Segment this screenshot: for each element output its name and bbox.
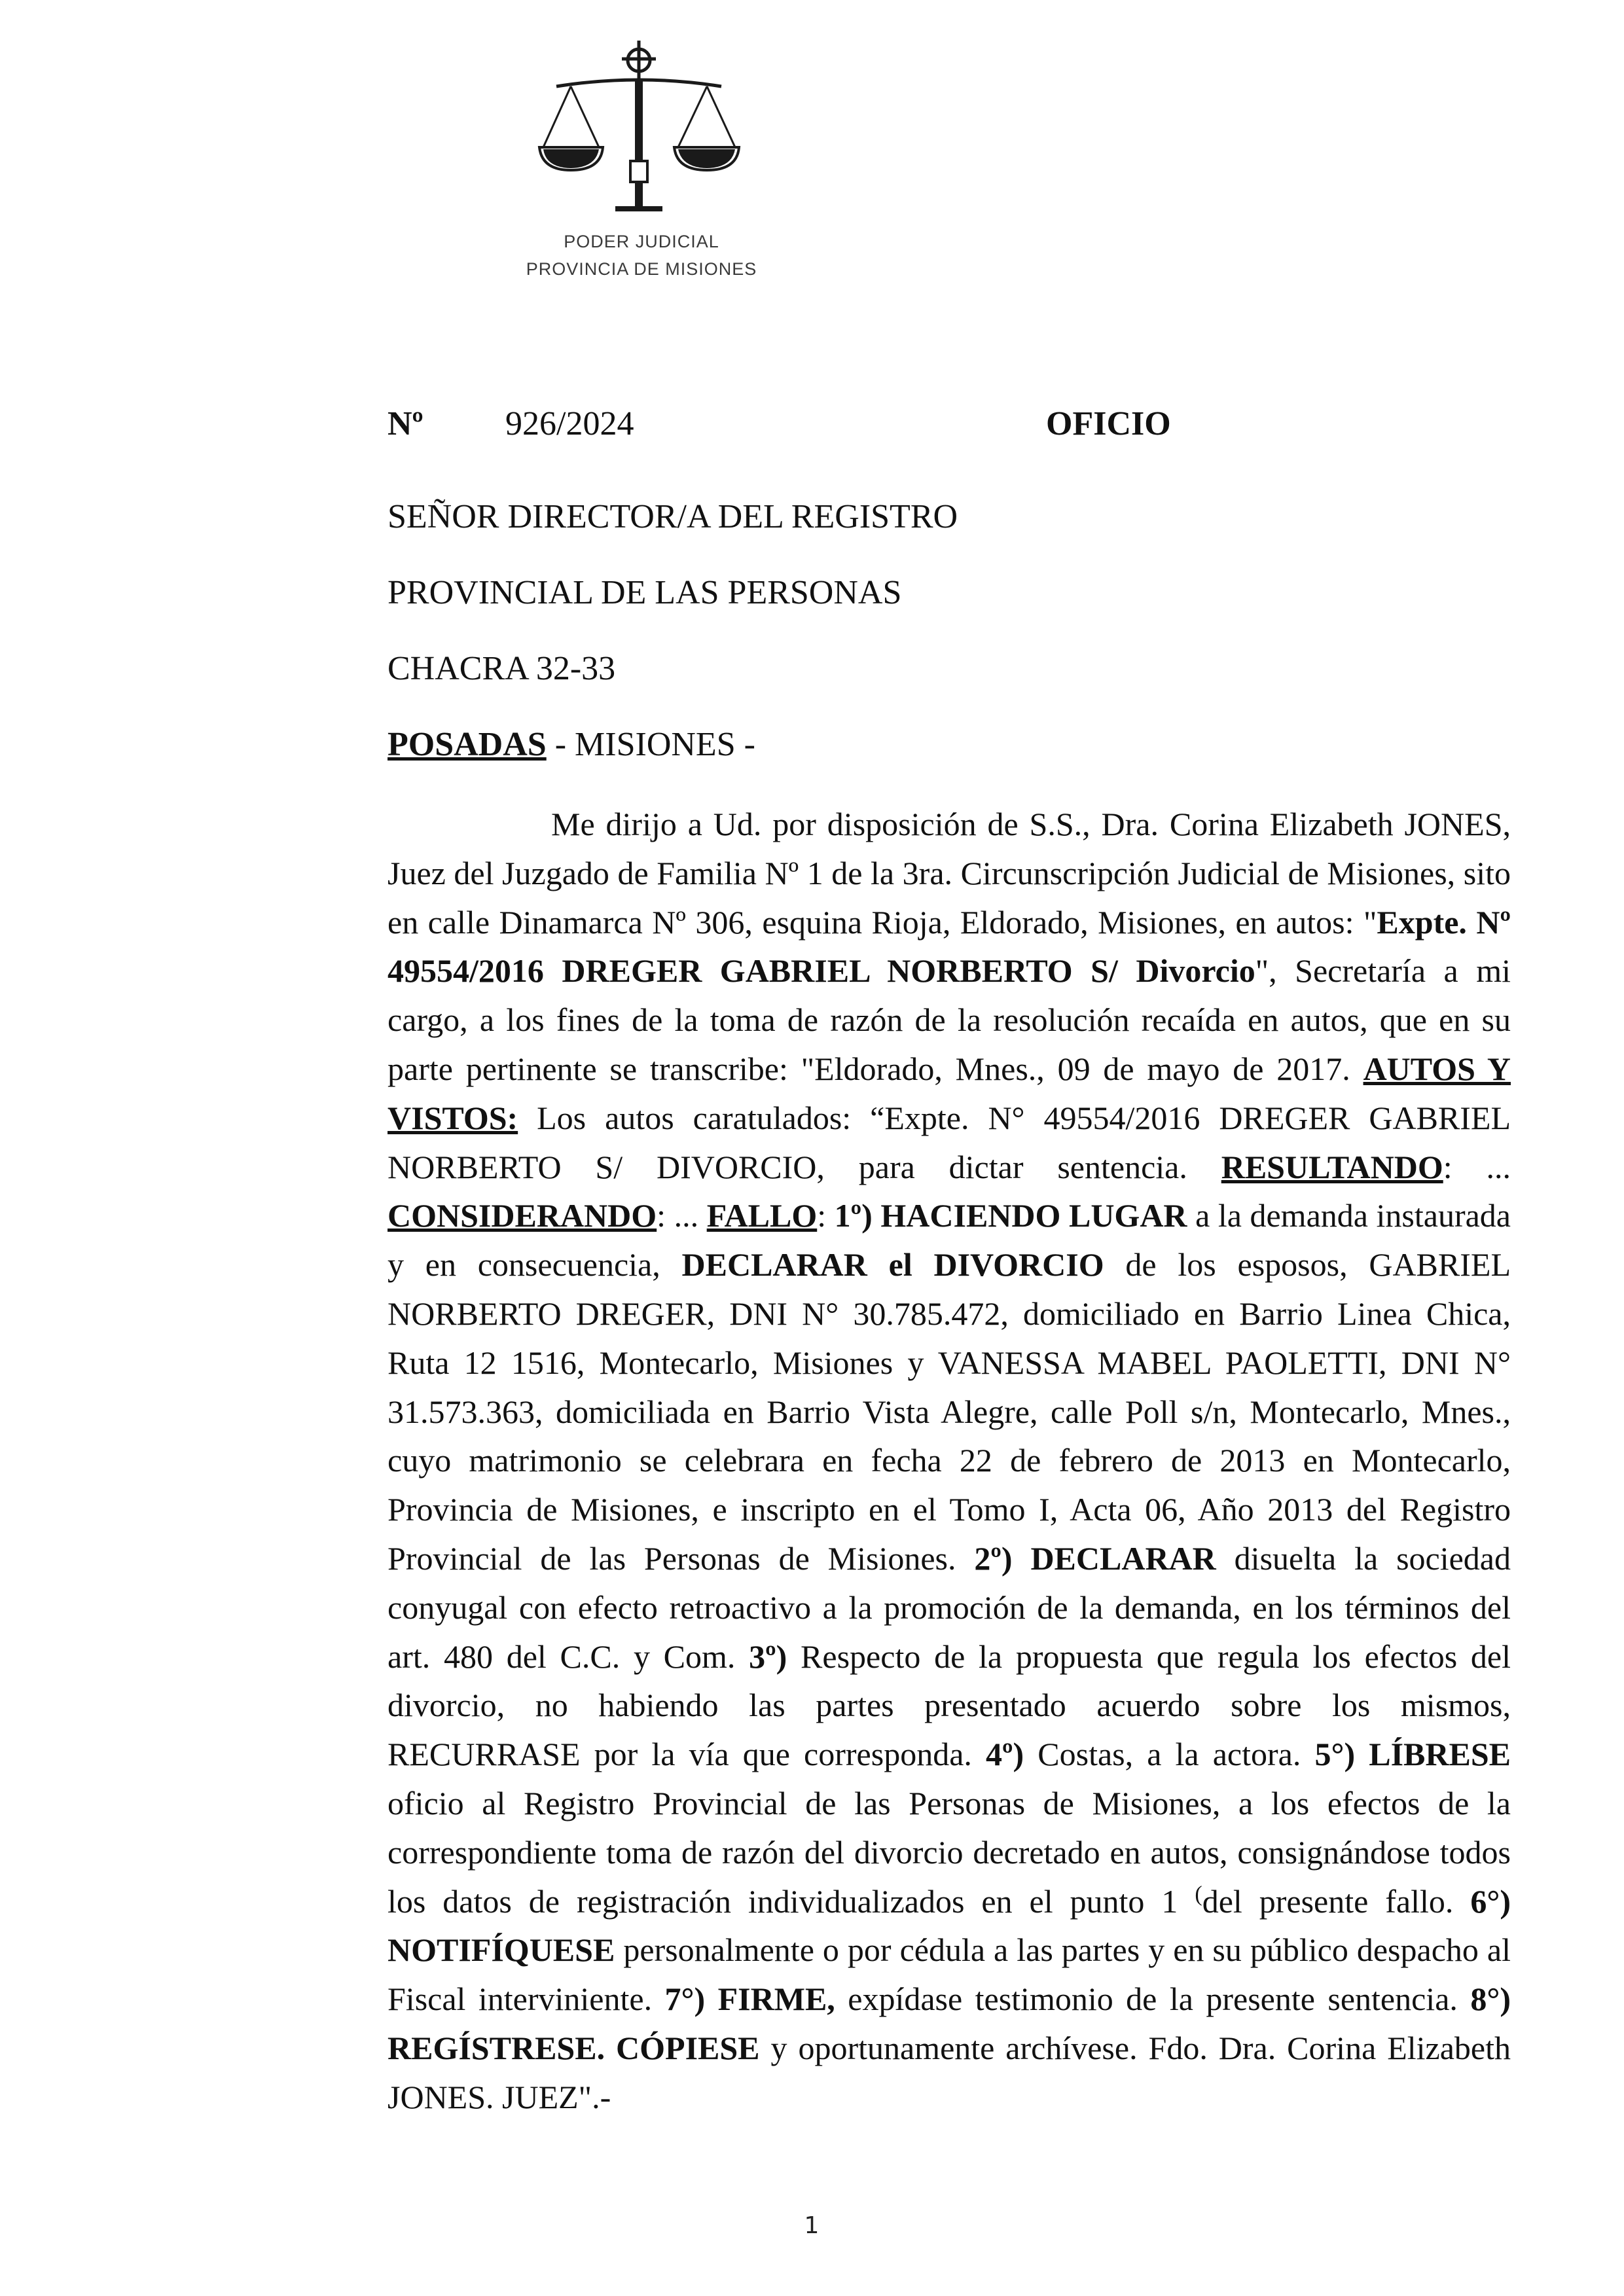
case-reference: Expte. Nº 49554/2016 DREGER GABRIEL NORBERTO S/ Divorcio xyxy=(388,903,1511,990)
body-text-segment: Me dirijo a Ud. por disposición de S.S., Dra. Corina Elizabeth JONES, Juez del Juzgado de Familia Nº 1 de la 3ra. Circunscripción Judicial de Misiones, sito en calle Dinamarca Nº 306, esquina Rioja, Eldorado, Misiones, en autos: " xyxy=(388,806,1511,941)
point-2-number: 2º) xyxy=(974,1539,1013,1577)
addressee-line-2: PROVINCIAL DE LAS PERSONAS xyxy=(388,574,902,611)
body-text-segment: expídase testimonio de la presente sentencia. xyxy=(835,1981,1471,2018)
point-6-number: 6°) xyxy=(1470,1882,1511,1920)
addressee-block xyxy=(388,491,1513,795)
addressee-line-3: CHACRA 32-33 xyxy=(388,650,616,687)
librese-text: LÍBRESE xyxy=(1369,1736,1511,1773)
body-text-segment: Los autos caratulados: “Expte. N° 49554/2016 DREGER GABRIEL NORBERTO S/ DIVORCIO, para dictar sentencia. xyxy=(388,1099,1511,1185)
number-label: Nº xyxy=(388,405,424,442)
body-text-segment: : ... xyxy=(1443,1148,1511,1185)
body-text-segment: Costas, a la actora. xyxy=(1024,1736,1315,1773)
body-text-segment: de los esposos, GABRIEL NORBERTO DREGER, DNI N° 30.785.472, domiciliado en Barrio Linea Chica, Ruta 12 1516, Montecarlo, Misiones y VANESSA MABEL PAOLETTI, DNI N° 31.573.363, domiciliada en Barrio Vista Alegre, calle Poll s/n, Montecarlo, Mnes., cuyo matrimonio se celebrara en fecha 22 de febrero de 2013 en Montecarlo, Provincia de Misiones, e inscripto en el Tomo I, Acta 06, Año 2013 del Registro Provincial de las Personas de Misiones. xyxy=(388,1246,1511,1577)
institution-line-2: PROVINCIA DE MISIONES xyxy=(526,259,757,279)
point-5-number: 5°) xyxy=(1314,1736,1356,1773)
body-text-segment: : xyxy=(817,1197,835,1234)
point-1-number: 1º) xyxy=(834,1197,873,1234)
body-text-segment: : ... xyxy=(657,1197,707,1234)
document-number: 926/2024 xyxy=(505,405,634,442)
page-number: 1 xyxy=(804,2212,820,2239)
body-text-segment: a la demanda instaurada y en consecuencia, xyxy=(388,1197,1511,1283)
institution-line-1: PODER JUDICIAL xyxy=(564,232,719,251)
document-header xyxy=(388,398,1513,450)
document-type: OFICIO xyxy=(1046,405,1171,442)
body-text-segment: del presente fallo. xyxy=(1202,1882,1471,1920)
addressee-city: POSADAS xyxy=(388,726,547,763)
body-text-segment: Respecto de la propuesta que regula los efectos del divorcio, no habiendo las partes presentado acuerdo sobre los mismos, RECURRASE por la vía que corresponda. xyxy=(388,1638,1511,1773)
addressee-province: - MISIONES - xyxy=(546,726,755,763)
point-7-number: 7°) xyxy=(664,1981,706,2018)
registrese-copiese-text: REGÍSTRESE. CÓPIESE xyxy=(388,2029,760,2066)
body-paragraph xyxy=(388,800,1511,2122)
firme-text: FIRME, xyxy=(717,1981,835,2018)
resultando-heading: RESULTANDO xyxy=(1221,1148,1443,1185)
superscript-paren: ( xyxy=(1195,1881,1202,1906)
point-4-number: 4º) xyxy=(986,1736,1024,1773)
addressee-location xyxy=(388,719,1513,795)
body-text-segment: personalmente o por cédula a las partes y en su público despacho al Fiscal interviniente. xyxy=(388,1931,1511,2018)
fallo-heading: FALLO xyxy=(706,1197,818,1234)
body-text-segment: y oportunamente archívese. Fdo. Dra. Corina Elizabeth JONES. JUEZ".- xyxy=(388,2029,1511,2115)
point-3-number: 3º) xyxy=(749,1638,787,1675)
considerando-heading: CONSIDERANDO xyxy=(388,1197,657,1234)
institution-name xyxy=(484,228,799,283)
declarar-text: DECLARAR xyxy=(1030,1539,1216,1577)
body-text-segment: oficio al Registro Provincial de las Personas de Misiones, a los efectos de la correspondiente toma de razón del divorcio decretado en autos, consignándose todos los datos de registración individualizados en el punto 1 xyxy=(388,1784,1511,1920)
point-8-number: 8°) xyxy=(1470,1981,1511,2018)
haciendo-lugar-text: HACIENDO LUGAR xyxy=(880,1197,1187,1234)
addressee-line-1: SEÑOR DIRECTOR/A DEL REGISTRO xyxy=(388,498,958,535)
declarar-divorcio-text: DECLARAR el DIVORCIO xyxy=(681,1246,1104,1283)
autos-y-vistos-heading: AUTOS Y VISTOS: xyxy=(388,1050,1511,1136)
notifiquese-text: NOTIFÍQUESE xyxy=(388,1931,615,1969)
body-text-segment: ", Secretaría a mi cargo, a los fines de la toma de razón de la resolución recaída en autos, que en su parte pertinente se transcribe: "Eldorado, Mnes., 09 de mayo de 2017. xyxy=(388,952,1511,1087)
body-text-segment: disuelta la sociedad conyugal con efecto retroactivo a la promoción de la demanda, en los términos del art. 480 del C.C. y Com. xyxy=(388,1539,1511,1675)
scales-of-justice-emblem xyxy=(537,39,753,229)
